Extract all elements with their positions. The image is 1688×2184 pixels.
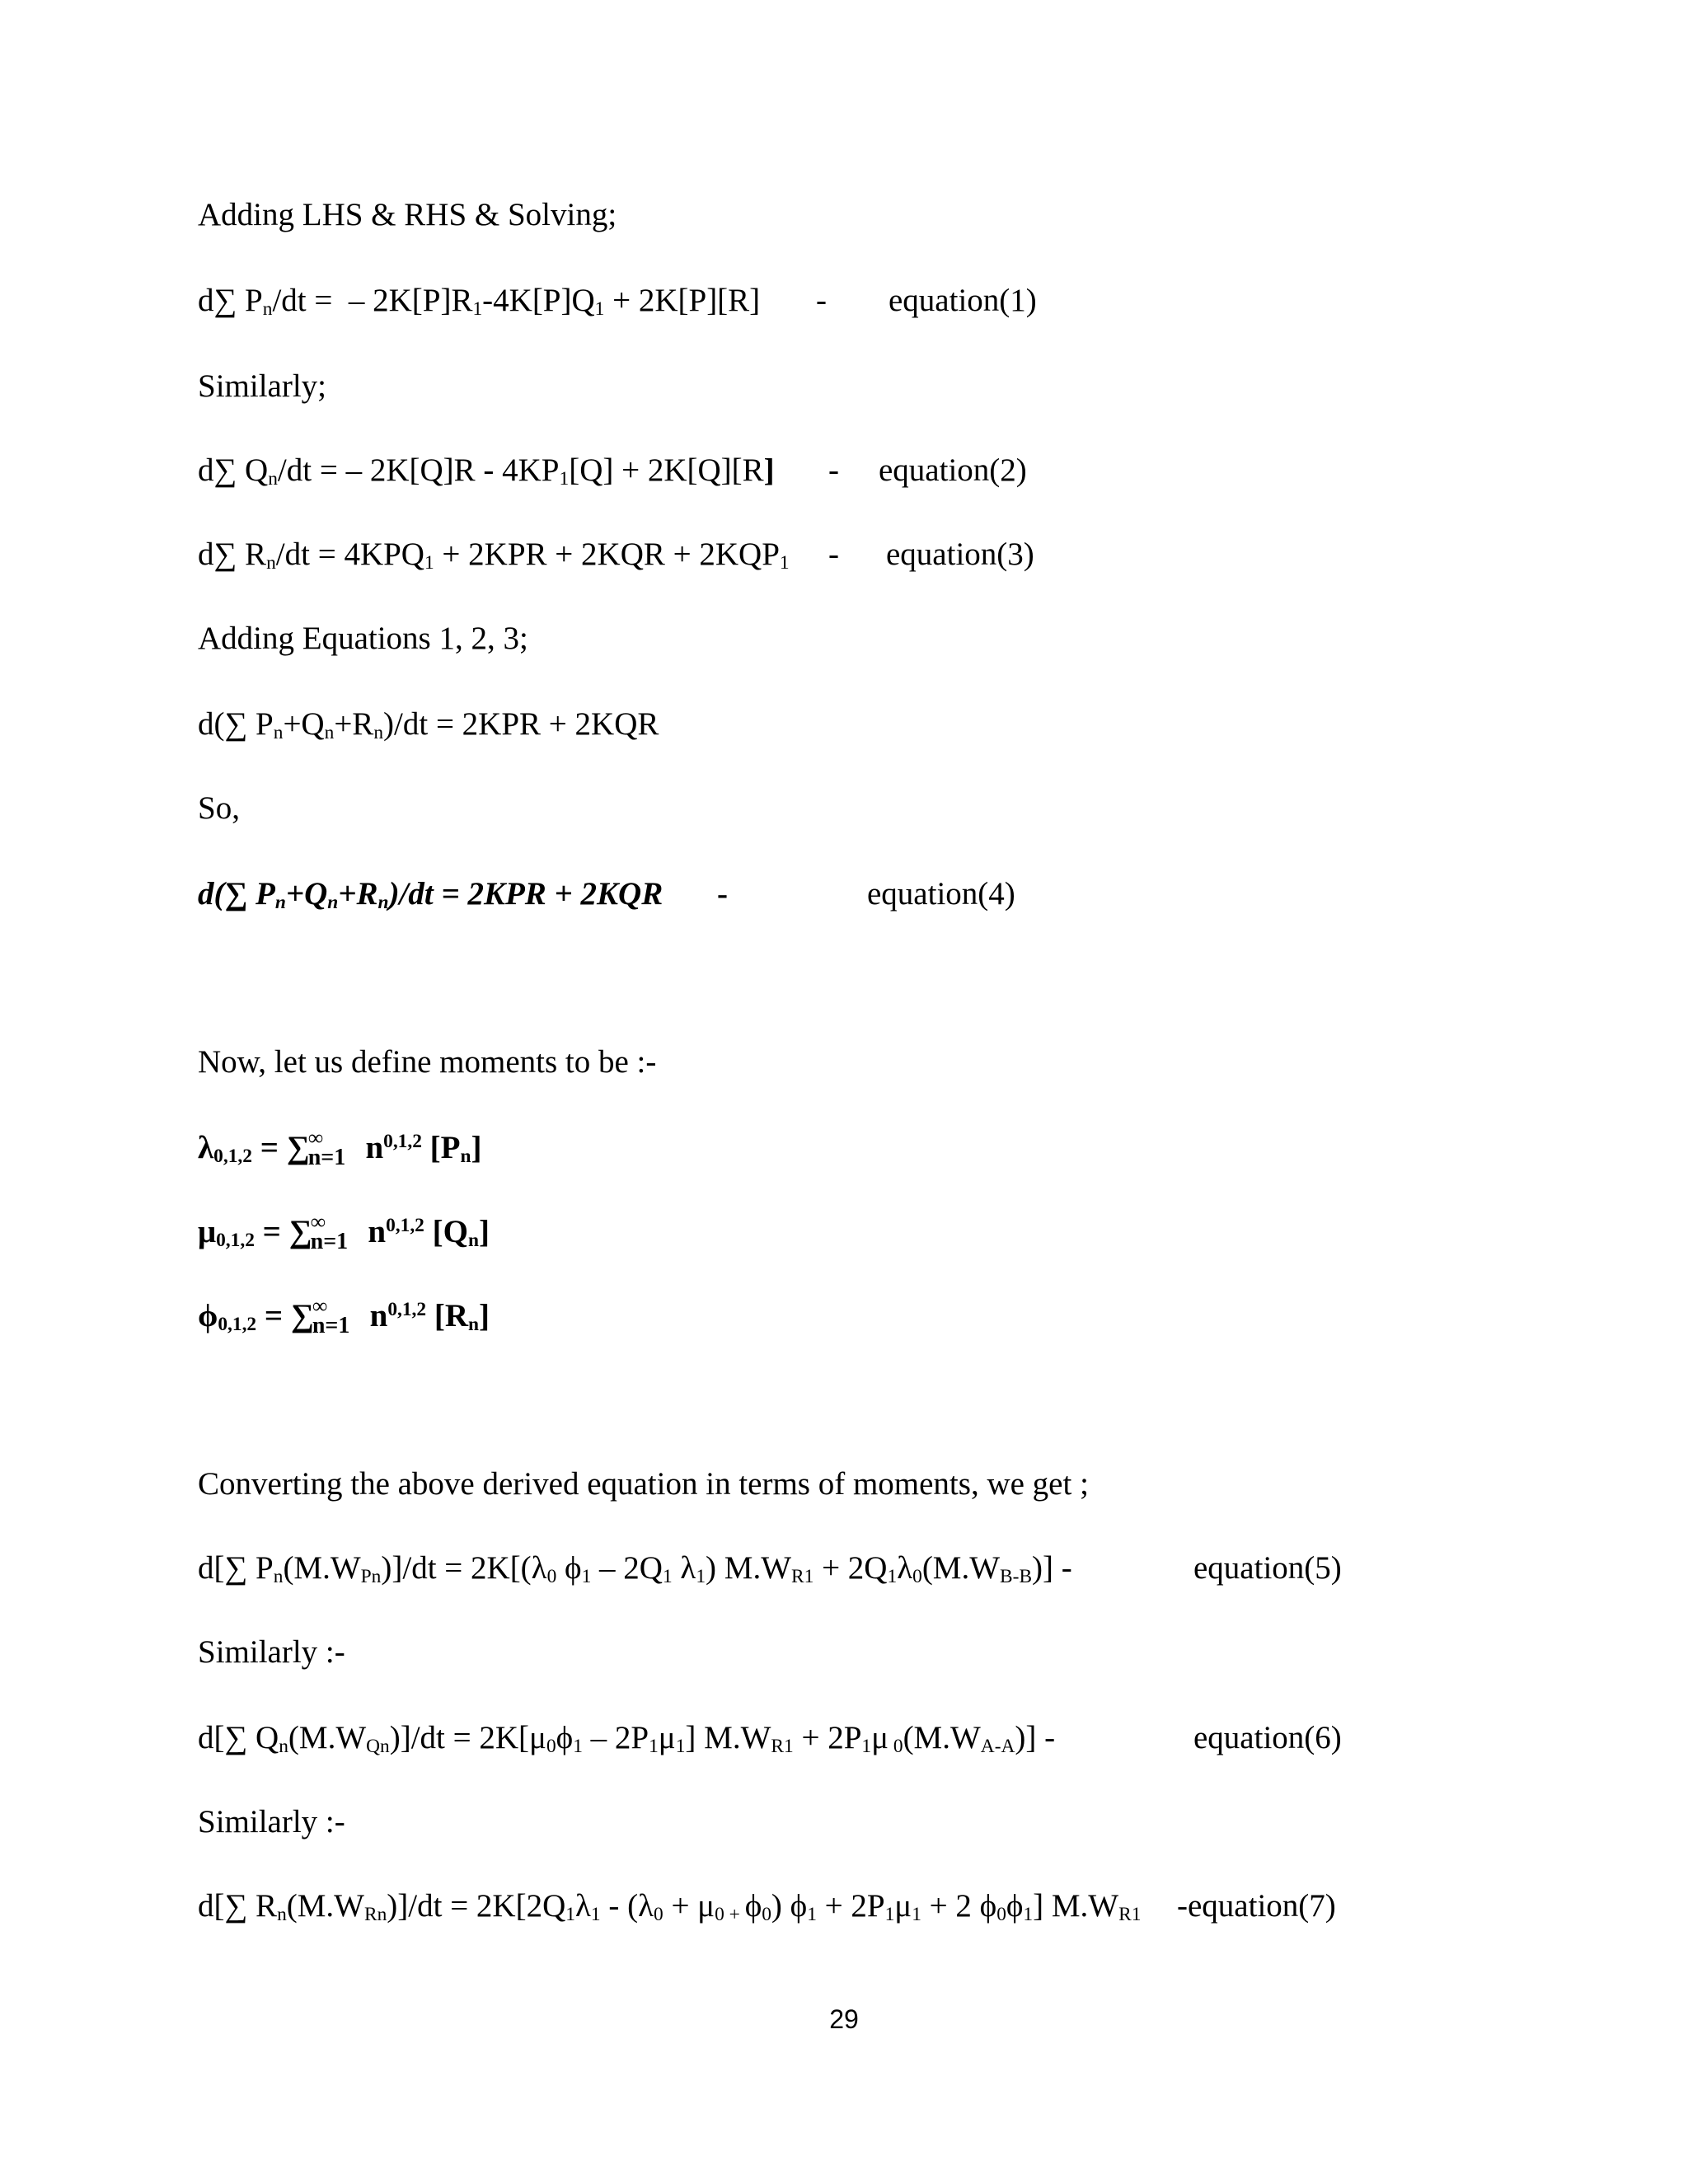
so-text-content: So, [198,790,240,826]
equation-2-dash: - [828,452,839,488]
equation-1-dash: - [816,283,827,318]
equation-6-expression: d[∑ $Q_n(M.W_{Qn})]/dt = 2K[\mu_0\phi_1 - 2P_1\mu_1]$ $M.W_{R1} + 2P_1\mu$ $_0(M.W_{A-A})$] - [198,1720,1056,1758]
equation-5-expression: d[∑ $P_n(M.W_{Pn})]/dt = 2K[(\lambda_0$ $\phi_1 - 2Q_1$ $\lambda_1$) $M.W_{R1} + 2Q_1\lambda_0(M.W_{B-B})$] - [198,1550,1072,1588]
summation-symbol: ∑ ∞ n=1 [290,1294,350,1338]
moment-phi-definition [198,1294,490,1338]
moment-mu-expression: $\mu_{0,1,2}$ = ∑ ∞ n=1 $n^{0,1,2}$ $[Q_n]$ [198,1210,490,1254]
moments-intro-text-content: Now, let us define moments to be :- [198,1044,657,1080]
so-text [198,790,240,827]
equation-7-label: -equation(7) [1177,1888,1336,1924]
equation-1-expression: d∑ $P_n/dt$ = – $2K[P]R_1-4K[P]Q_1 + 2K[P][R]$ [198,283,761,321]
similarly-text-2-content: Similarly :- [198,1634,345,1670]
intro-text [198,196,617,234]
moments-intro-text [198,1043,656,1081]
adding-equations-text-content: Adding Equations 1, 2, 3; [198,621,528,656]
similarly-text-1-content: Similarly; [198,368,326,404]
similarly-text-1 [198,368,326,405]
equation-3-dash: - [828,537,839,572]
intro-text-content: Adding LHS & RHS & Solving; [198,197,617,232]
summation-symbol: ∑ ∞ n=1 [286,1126,346,1170]
equation-4-dash: - [717,876,728,912]
moment-lambda-definition [198,1126,482,1170]
equation-1-label: equation(1) [889,283,1037,318]
equation-5-label: equation(5) [1193,1550,1342,1586]
summation-symbol: ∑ ∞ n=1 [288,1210,349,1254]
adding-equations-text [198,620,528,658]
moment-phi-expression: $\phi_{0,1,2}$ = ∑ ∞ n=1 $n^{0,1,2}$ $[R_n]$ [198,1294,490,1338]
equation-3-label: equation(3) [886,537,1034,572]
page-number: 29 [829,2004,859,2034]
equation-3-expression: d∑ $R_n/dt = 4KPQ_1 + 2KPR + 2KQR + 2KQP_1$ [198,537,790,574]
similarly-text-3-content: Similarly :- [198,1804,345,1840]
converting-text [198,1465,1089,1503]
moment-mu-definition [198,1210,490,1254]
similarly-text-2 [198,1633,345,1671]
equation-2-expression: d∑ $Q_n/dt$ = – $2K[Q]R - 4KP_1[Q] + 2K[Q][R]$ [198,452,775,490]
equation-2-label: equation(2) [879,452,1027,488]
sum-equation-expression: d(∑ $P_n+Q_n+R_n)/dt = 2KPR + 2KQR$ [198,706,659,744]
equation-6-label: equation(6) [1193,1720,1342,1755]
equation-7-expression: d[∑ $R_n(M.W_{Rn})]/dt = 2K[2Q_1\lambda_1 - (\lambda_0 + \mu_{0 +}$ $\phi_0$) $\phi_1 + 2P_1\mu_1 + 2$ $\phi_0\phi_1$] $M.W_{R1}$ [198,1888,1142,1926]
equation-4-label: equation(4) [867,876,1015,912]
converting-text-content: Converting the above derived equation in terms of moments, we get ; [198,1466,1089,1502]
similarly-text-3 [198,1803,345,1841]
equation-4-expression: d(∑ $P_n+Q_n+R_n)/dt = 2KPR + 2KQR$ [198,876,663,914]
moment-lambda-expression: $\lambda_{0,1,2}$ = ∑ ∞ n=1 $n^{0,1,2}$ $[P_n]$ [198,1126,482,1170]
